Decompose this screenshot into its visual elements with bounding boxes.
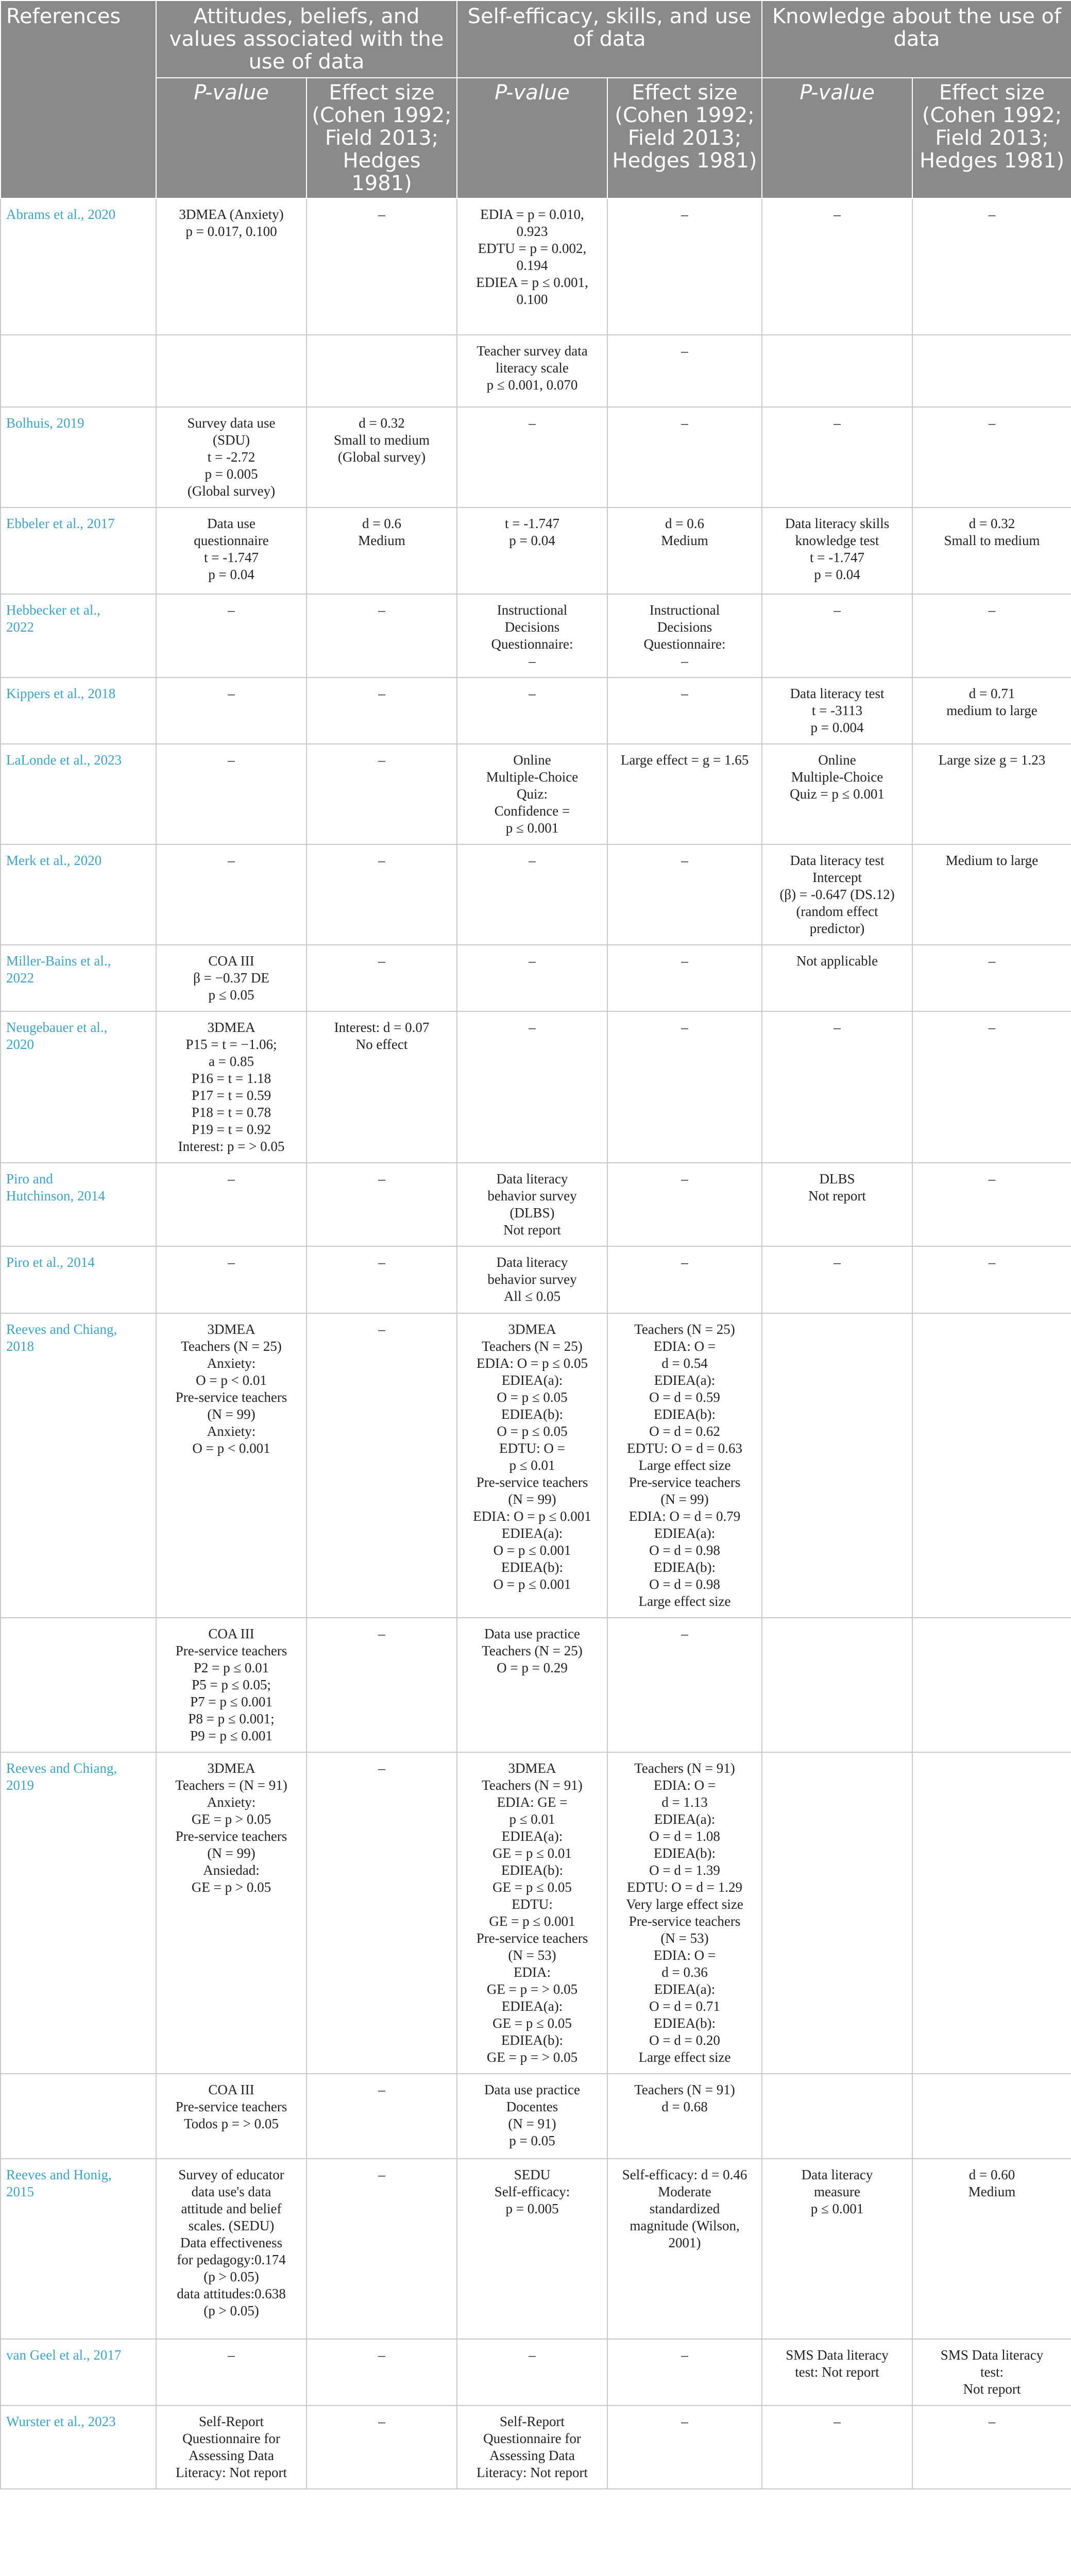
table-row bbox=[1, 2405, 1071, 2489]
knowledge-effect-size-cell bbox=[912, 744, 1071, 844]
cell-text: – bbox=[378, 752, 385, 768]
cell-text: – bbox=[378, 1626, 385, 1641]
cell-text: – bbox=[988, 1255, 996, 1270]
cell-text: – bbox=[834, 415, 841, 431]
cell-text: – bbox=[834, 207, 841, 222]
attitudes-effect-size-cell bbox=[307, 744, 457, 844]
attitudes-effect-size-cell bbox=[307, 335, 457, 407]
cell-text: Teachers (N = 91) d = 0.68 bbox=[634, 2082, 735, 2114]
knowledge-p-value-cell bbox=[762, 2405, 912, 2489]
cell-text: – bbox=[988, 207, 996, 222]
self-efficacy-effect-size-cell bbox=[607, 1011, 762, 1163]
table-row bbox=[1, 1011, 1071, 1163]
reference-cell[interactable] bbox=[1, 1246, 156, 1313]
knowledge-p-value-cell bbox=[762, 1163, 912, 1246]
cell-text: – bbox=[681, 953, 688, 969]
reference-cell[interactable] bbox=[1, 945, 156, 1011]
attitudes-p-value-cell bbox=[156, 1246, 307, 1313]
cell-text: – bbox=[681, 1626, 688, 1641]
cell-text: Data use practice Teachers (N = 25) O = p = 0.29 bbox=[482, 1626, 583, 1675]
knowledge-p-value-cell bbox=[762, 1618, 912, 1752]
attitudes-effect-size-cell bbox=[307, 1618, 457, 1752]
self-efficacy-effect-size-cell bbox=[607, 1618, 762, 1752]
table-row bbox=[1, 844, 1071, 945]
table-body bbox=[1, 198, 1071, 2489]
attitudes-effect-size-cell bbox=[307, 945, 457, 1011]
self-efficacy-p-value-cell bbox=[457, 335, 607, 407]
cell-text: – bbox=[378, 953, 385, 969]
table-row bbox=[1, 1752, 1071, 2074]
cell-text: d = 0.60 Medium bbox=[968, 2167, 1016, 2199]
reference-link[interactable]: Bolhuis, 2019 bbox=[6, 415, 84, 431]
self-efficacy-effect-size-cell bbox=[607, 1752, 762, 2074]
knowledge-p-value-cell bbox=[762, 594, 912, 677]
cell-text: Not applicable bbox=[796, 953, 878, 969]
header-row-groups bbox=[1, 1, 1071, 78]
self-efficacy-p-value-cell bbox=[457, 945, 607, 1011]
reference-link[interactable]: Merk et al., 2020 bbox=[6, 853, 102, 868]
cell-text: – bbox=[228, 602, 235, 618]
header-attitudes-group: Attitudes, beliefs, and values associated with the use of data bbox=[156, 1, 457, 78]
reference-cell[interactable] bbox=[1, 407, 156, 507]
cell-text: – bbox=[681, 343, 688, 359]
reference-cell bbox=[1, 1618, 156, 1752]
reference-cell[interactable] bbox=[1, 1163, 156, 1246]
cell-text: – bbox=[988, 415, 996, 431]
self-efficacy-effect-size-cell bbox=[607, 507, 762, 594]
knowledge-effect-size-cell bbox=[912, 1011, 1071, 1163]
cell-text: – bbox=[228, 686, 235, 701]
attitudes-effect-size-cell bbox=[307, 407, 457, 507]
cell-text: – bbox=[681, 686, 688, 701]
table-row bbox=[1, 945, 1071, 1011]
cell-text: – bbox=[834, 1255, 841, 1270]
cell-text: – bbox=[378, 1760, 385, 1776]
self-efficacy-p-value-cell bbox=[457, 198, 607, 335]
knowledge-p-value-cell bbox=[762, 2339, 912, 2405]
cell-text: – bbox=[378, 1321, 385, 1337]
self-efficacy-effect-size-cell bbox=[607, 744, 762, 844]
attitudes-p-value-cell bbox=[156, 1313, 307, 1618]
cell-text: Self-Report Questionnaire for Assessing Data Literacy: Not report bbox=[477, 2414, 588, 2480]
cell-text: Large effect = g = 1.65 bbox=[620, 752, 749, 768]
attitudes-effect-size-cell bbox=[307, 1246, 457, 1313]
attitudes-p-value-cell bbox=[156, 945, 307, 1011]
reference-link[interactable]: Miller-Bains et al., 2022 bbox=[6, 953, 111, 986]
cell-text: – bbox=[378, 853, 385, 868]
self-efficacy-effect-size-cell bbox=[607, 677, 762, 744]
attitudes-p-value-cell bbox=[156, 407, 307, 507]
attitudes-p-value-cell bbox=[156, 744, 307, 844]
cell-text: Data literacy test Intercept (β) = -0.647 (DS.12) (random effect predictor) bbox=[779, 853, 895, 936]
cell-text: Data literacy behavior survey (DLBS) Not report bbox=[487, 1171, 577, 1238]
attitudes-p-value-cell bbox=[156, 1011, 307, 1163]
cell-text: 3DMEA Teachers (N = 25) Anxiety: O = p < 0.01 Pre-service teachers (N = 99) Anxiety: O = p < 0.001 bbox=[175, 1321, 287, 1456]
cell-text: SMS Data literacy test: Not report bbox=[940, 2347, 1044, 2397]
reference-link[interactable]: Reeves and Chiang, 2018 bbox=[6, 1321, 117, 1354]
cell-text: – bbox=[378, 2082, 385, 2097]
knowledge-p-value-cell bbox=[762, 335, 912, 407]
table-row bbox=[1, 2074, 1071, 2159]
knowledge-effect-size-cell bbox=[912, 677, 1071, 744]
cell-text: – bbox=[681, 207, 688, 222]
reference-link[interactable]: Piro and Hutchinson, 2014 bbox=[6, 1171, 105, 1204]
cell-text: – bbox=[681, 1171, 688, 1187]
cell-text: – bbox=[988, 2414, 996, 2429]
reference-link[interactable]: Abrams et al., 2020 bbox=[6, 207, 116, 222]
knowledge-p-value-cell bbox=[762, 2159, 912, 2339]
self-efficacy-effect-size-cell bbox=[607, 335, 762, 407]
knowledge-effect-size-cell bbox=[912, 1313, 1071, 1618]
attitudes-effect-size-cell bbox=[307, 1163, 457, 1246]
knowledge-effect-size-cell bbox=[912, 844, 1071, 945]
table-row bbox=[1, 1246, 1071, 1313]
cell-text: 3DMEA (Anxiety) p = 0.017, 0.100 bbox=[179, 207, 284, 239]
cell-text: Instructional Decisions Questionnaire: – bbox=[643, 602, 726, 669]
table-row bbox=[1, 335, 1071, 407]
cell-text: COA III Pre-service teachers Todos p = > 0.05 bbox=[175, 2082, 287, 2131]
knowledge-effect-size-cell bbox=[912, 594, 1071, 677]
cell-text: – bbox=[681, 2414, 688, 2429]
self-efficacy-p-value-cell bbox=[457, 1313, 607, 1618]
cell-text: – bbox=[378, 602, 385, 618]
reference-cell[interactable] bbox=[1, 2159, 156, 2339]
table-row bbox=[1, 677, 1071, 744]
cell-text: – bbox=[681, 853, 688, 868]
attitudes-p-value-cell bbox=[156, 594, 307, 677]
attitudes-effect-size-cell bbox=[307, 2159, 457, 2339]
self-efficacy-effect-size-cell bbox=[607, 198, 762, 335]
cell-text: – bbox=[988, 1171, 996, 1187]
cell-text: – bbox=[681, 1020, 688, 1035]
reference-link[interactable]: Kippers et al., 2018 bbox=[6, 686, 116, 701]
attitudes-effect-size-cell bbox=[307, 2405, 457, 2489]
self-efficacy-p-value-cell bbox=[457, 744, 607, 844]
cell-text: d = 0.71 medium to large bbox=[946, 686, 1038, 718]
self-efficacy-effect-size-cell bbox=[607, 407, 762, 507]
self-efficacy-effect-size-cell bbox=[607, 2074, 762, 2159]
knowledge-effect-size-cell bbox=[912, 2339, 1071, 2405]
cell-text: Data literacy skills knowledge test t = -1.747 p = 0.04 bbox=[785, 516, 890, 582]
header-self-efficacy-group: Self-efficacy, skills, and use of data bbox=[457, 1, 762, 78]
cell-text: – bbox=[988, 602, 996, 618]
table-row bbox=[1, 594, 1071, 677]
cell-text: Survey of educator data use's data attitude and belief scales. (SEDU) Data effectiveness for pedagogy:0.174 (p > 0.05) data attitudes:0.638 (p > 0.05) bbox=[177, 2167, 286, 2318]
self-efficacy-p-value-cell bbox=[457, 1752, 607, 2074]
knowledge-effect-size-cell bbox=[912, 1618, 1071, 1752]
cell-text: 3DMEA Teachers (N = 25) EDIA: O = p ≤ 0.05 EDIEA(a): O = p ≤ 0.05 EDIEA(b): O = p ≤ 0.05 EDTU: O = p ≤ 0.01 Pre-service teachers (N = 99) EDIA: O = p ≤ 0.001 EDIEA(a): O = p ≤ 0.001 EDIEA(b): O = p ≤ 0.001 bbox=[473, 1321, 591, 1592]
attitudes-p-value-cell bbox=[156, 2339, 307, 2405]
knowledge-effect-size-cell bbox=[912, 198, 1071, 335]
cell-text: – bbox=[378, 2167, 385, 2182]
cell-text: Instructional Decisions Questionnaire: – bbox=[491, 602, 573, 669]
self-efficacy-p-value-cell bbox=[457, 2339, 607, 2405]
cell-text: Data literacy behavior survey All ≤ 0.05 bbox=[487, 1255, 577, 1304]
cell-text: 3DMEA Teachers (N = 91) EDIA: GE = p ≤ 0.01 EDIEA(a): GE = p ≤ 0.01 EDIEA(b): GE = p ≤ 0.05 EDTU: GE = p ≤ 0.001 Pre-service teachers (N = 53) EDIA: GE = p = > 0.05 EDIEA(a): GE = p ≤ 0.05 EDIEA(b): GE = p = > 0.05 bbox=[476, 1760, 588, 2065]
attitudes-p-value-cell bbox=[156, 2405, 307, 2489]
reference-cell[interactable] bbox=[1, 2339, 156, 2405]
header-p-value: P-value bbox=[156, 78, 307, 198]
cell-text: COA III β = −0.37 DE p ≤ 0.05 bbox=[193, 953, 269, 1003]
header-knowledge-group: Knowledge about the use of data bbox=[762, 1, 1071, 78]
self-efficacy-effect-size-cell bbox=[607, 1313, 762, 1618]
cell-text: – bbox=[529, 1020, 536, 1035]
cell-text: Teachers (N = 91) EDIA: O = d = 1.13 EDIEA(a): O = d = 1.08 EDIEA(b): O = d = 1.39 EDTU: O = d = 1.29 Very large effect size Pre-service teachers (N = 53) EDIA: O = d = 0.36 EDIEA(a): O = d = 0.71 EDIEA(b): O = d = 0.20 Large effect size bbox=[626, 1760, 743, 2065]
knowledge-p-value-cell bbox=[762, 507, 912, 594]
attitudes-effect-size-cell bbox=[307, 198, 457, 335]
attitudes-p-value-cell bbox=[156, 677, 307, 744]
attitudes-p-value-cell bbox=[156, 507, 307, 594]
cell-text: Interest: d = 0.07 No effect bbox=[334, 1020, 430, 1052]
self-efficacy-p-value-cell bbox=[457, 1011, 607, 1163]
table-row bbox=[1, 2339, 1071, 2405]
attitudes-p-value-cell bbox=[156, 335, 307, 407]
knowledge-effect-size-cell bbox=[912, 2074, 1071, 2159]
reference-link[interactable]: Wurster et al., 2023 bbox=[6, 2414, 116, 2429]
table-row bbox=[1, 1163, 1071, 1246]
cell-text: Survey data use (SDU) t = -2.72 p = 0.005 (Global survey) bbox=[187, 415, 276, 499]
cell-text: Large size g = 1.23 bbox=[938, 752, 1046, 768]
cell-text: EDIA = p = 0.010, 0.923 EDTU = p = 0.002, 0.194 EDIEA = p ≤ 0.001, 0.100 bbox=[476, 207, 588, 307]
cell-text: 3DMEA Teachers = (N = 91) Anxiety: GE = p > 0.05 Pre-service teachers (N = 99) Ansiedad: GE = p > 0.05 bbox=[175, 1760, 287, 1895]
cell-text: – bbox=[529, 853, 536, 868]
self-efficacy-effect-size-cell bbox=[607, 2405, 762, 2489]
attitudes-effect-size-cell bbox=[307, 2339, 457, 2405]
self-efficacy-p-value-cell bbox=[457, 1246, 607, 1313]
reference-link[interactable]: LaLonde et al., 2023 bbox=[6, 752, 122, 768]
cell-text: SMS Data literacy test: Not report bbox=[786, 2347, 889, 2380]
cell-text: – bbox=[228, 752, 235, 768]
knowledge-effect-size-cell bbox=[912, 1246, 1071, 1313]
self-efficacy-effect-size-cell bbox=[607, 2159, 762, 2339]
reference-link[interactable]: Neugebauer et al., 2020 bbox=[6, 1020, 108, 1052]
self-efficacy-effect-size-cell bbox=[607, 594, 762, 677]
attitudes-effect-size-cell bbox=[307, 1752, 457, 2074]
cell-text: – bbox=[681, 1255, 688, 1270]
table-row bbox=[1, 1618, 1071, 1752]
header-p-value: P-value bbox=[762, 78, 912, 198]
reference-link[interactable]: Piro et al., 2014 bbox=[6, 1255, 95, 1270]
cell-text: Self-efficacy: d = 0.46 Moderate standardized magnitude (Wilson, 2001) bbox=[622, 2167, 747, 2250]
attitudes-p-value-cell bbox=[156, 2074, 307, 2159]
knowledge-p-value-cell bbox=[762, 1246, 912, 1313]
self-efficacy-p-value-cell bbox=[457, 2159, 607, 2339]
knowledge-p-value-cell bbox=[762, 407, 912, 507]
cell-text: – bbox=[378, 2347, 385, 2363]
self-efficacy-p-value-cell bbox=[457, 2405, 607, 2489]
cell-text: SEDU Self-efficacy: p = 0.005 bbox=[494, 2167, 570, 2216]
cell-text: – bbox=[988, 1020, 996, 1035]
cell-text: – bbox=[681, 415, 688, 431]
cell-text: – bbox=[378, 1171, 385, 1187]
reference-cell[interactable] bbox=[1, 1313, 156, 1618]
table-row bbox=[1, 2159, 1071, 2339]
self-efficacy-p-value-cell bbox=[457, 677, 607, 744]
cell-text: – bbox=[378, 2414, 385, 2429]
knowledge-effect-size-cell bbox=[912, 507, 1071, 594]
cell-text: Self-Report Questionnaire for Assessing Data Literacy: Not report bbox=[176, 2414, 287, 2480]
table-header bbox=[1, 1, 1071, 198]
knowledge-effect-size-cell bbox=[912, 2405, 1071, 2489]
cell-text: DLBS Not report bbox=[808, 1171, 866, 1204]
reference-cell[interactable] bbox=[1, 594, 156, 677]
reference-link[interactable]: van Geel et al., 2017 bbox=[6, 2347, 122, 2363]
knowledge-p-value-cell bbox=[762, 1313, 912, 1618]
cell-text: – bbox=[529, 415, 536, 431]
reference-cell[interactable] bbox=[1, 844, 156, 945]
self-efficacy-p-value-cell bbox=[457, 407, 607, 507]
header-p-value: P-value bbox=[457, 78, 607, 198]
table-row bbox=[1, 407, 1071, 507]
attitudes-effect-size-cell bbox=[307, 507, 457, 594]
header-effect-size: Effect size (Cohen 1992; Field 2013; Hedges 1981) bbox=[307, 78, 457, 198]
cell-text: Medium to large bbox=[945, 853, 1039, 868]
cell-text: d = 0.32 Small to medium (Global survey) bbox=[334, 415, 430, 465]
reference-cell[interactable] bbox=[1, 677, 156, 744]
table-row bbox=[1, 744, 1071, 844]
self-efficacy-p-value-cell bbox=[457, 1163, 607, 1246]
cell-text: t = -1.747 p = 0.04 bbox=[505, 516, 559, 548]
attitudes-p-value-cell bbox=[156, 1752, 307, 2074]
knowledge-effect-size-cell bbox=[912, 335, 1071, 407]
cell-text: – bbox=[529, 2347, 536, 2363]
knowledge-effect-size-cell bbox=[912, 1752, 1071, 2074]
cell-text: – bbox=[834, 602, 841, 618]
cell-text: Data literacy test t = -3113 p = 0.004 bbox=[790, 686, 885, 735]
reference-cell[interactable] bbox=[1, 744, 156, 844]
reference-link[interactable]: Hebbecker et al., 2022 bbox=[6, 602, 100, 635]
cell-text: – bbox=[378, 207, 385, 222]
cell-text: – bbox=[529, 686, 536, 701]
header-references: References bbox=[1, 1, 156, 198]
knowledge-effect-size-cell bbox=[912, 2159, 1071, 2339]
header-effect-size: Effect size (Cohen 1992; Field 2013; Hedges 1981) bbox=[607, 78, 762, 198]
header-effect-size: Effect size (Cohen 1992; Field 2013; Hedges 1981) bbox=[912, 78, 1071, 198]
cell-text: – bbox=[681, 2347, 688, 2363]
reference-cell bbox=[1, 2074, 156, 2159]
attitudes-effect-size-cell bbox=[307, 594, 457, 677]
attitudes-effect-size-cell bbox=[307, 1011, 457, 1163]
attitudes-p-value-cell bbox=[156, 1163, 307, 1246]
knowledge-p-value-cell bbox=[762, 744, 912, 844]
self-efficacy-p-value-cell bbox=[457, 507, 607, 594]
header-row-subcolumns bbox=[1, 78, 1071, 198]
knowledge-p-value-cell bbox=[762, 2074, 912, 2159]
reference-link[interactable]: Reeves and Honig, 2015 bbox=[6, 2167, 112, 2199]
self-efficacy-effect-size-cell bbox=[607, 844, 762, 945]
self-efficacy-p-value-cell bbox=[457, 1618, 607, 1752]
cell-text: Online Multiple-Choice Quiz = p ≤ 0.001 bbox=[790, 752, 885, 802]
reference-cell[interactable] bbox=[1, 198, 156, 335]
cell-text: – bbox=[834, 2414, 841, 2429]
cell-text: d = 0.6 Medium bbox=[358, 516, 405, 548]
cell-text: Data use practice Docentes (N = 91) p = 0.05 bbox=[484, 2082, 580, 2148]
self-efficacy-effect-size-cell bbox=[607, 1246, 762, 1313]
self-efficacy-effect-size-cell bbox=[607, 2339, 762, 2405]
self-efficacy-effect-size-cell bbox=[607, 1163, 762, 1246]
knowledge-effect-size-cell bbox=[912, 1163, 1071, 1246]
cell-text: – bbox=[834, 1020, 841, 1035]
self-efficacy-p-value-cell bbox=[457, 594, 607, 677]
attitudes-p-value-cell bbox=[156, 1618, 307, 1752]
cell-text: d = 0.6 Medium bbox=[661, 516, 708, 548]
reference-cell[interactable] bbox=[1, 2405, 156, 2489]
knowledge-p-value-cell bbox=[762, 1752, 912, 2074]
attitudes-effect-size-cell bbox=[307, 844, 457, 945]
table-row bbox=[1, 1313, 1071, 1618]
attitudes-p-value-cell bbox=[156, 2159, 307, 2339]
attitudes-effect-size-cell bbox=[307, 1313, 457, 1618]
reference-cell[interactable] bbox=[1, 1752, 156, 2074]
cell-text: Teacher survey data literacy scale p ≤ 0.001, 0.070 bbox=[477, 343, 588, 393]
cell-text: – bbox=[988, 953, 996, 969]
knowledge-p-value-cell bbox=[762, 198, 912, 335]
knowledge-p-value-cell bbox=[762, 844, 912, 945]
attitudes-p-value-cell bbox=[156, 844, 307, 945]
knowledge-p-value-cell bbox=[762, 1011, 912, 1163]
cell-text: COA III Pre-service teachers P2 = p ≤ 0.01 P5 = p ≤ 0.05; P7 = p ≤ 0.001 P8 = p ≤ 0.001; P9 = p ≤ 0.001 bbox=[175, 1626, 287, 1743]
table-row bbox=[1, 507, 1071, 594]
table-row bbox=[1, 198, 1071, 335]
cell-text: – bbox=[378, 1255, 385, 1270]
attitudes-effect-size-cell bbox=[307, 2074, 457, 2159]
knowledge-effect-size-cell bbox=[912, 407, 1071, 507]
cell-text: Data use questionnaire t = -1.747 p = 0.04 bbox=[194, 516, 269, 582]
cell-text: – bbox=[228, 1255, 235, 1270]
cell-text: – bbox=[228, 1171, 235, 1187]
cell-text: – bbox=[378, 686, 385, 701]
reference-cell bbox=[1, 335, 156, 407]
cell-text: – bbox=[529, 953, 536, 969]
cell-text: d = 0.32 Small to medium bbox=[944, 516, 1040, 548]
cell-text: – bbox=[228, 2347, 235, 2363]
cell-text: 3DMEA P15 = t = −1.06; a = 0.85 P16 = t = 1.18 P17 = t = 0.59 P18 = t = 0.78 P19 = t = 0.92 Interest: p = > 0.05 bbox=[178, 1020, 285, 1154]
attitudes-p-value-cell bbox=[156, 198, 307, 335]
self-efficacy-p-value-cell bbox=[457, 844, 607, 945]
reference-link[interactable]: Reeves and Chiang, 2019 bbox=[6, 1760, 117, 1793]
reference-cell[interactable] bbox=[1, 1011, 156, 1163]
cell-text: – bbox=[228, 853, 235, 868]
self-efficacy-effect-size-cell bbox=[607, 945, 762, 1011]
knowledge-effect-size-cell bbox=[912, 945, 1071, 1011]
cell-text: Data literacy measure p ≤ 0.001 bbox=[801, 2167, 873, 2216]
reference-cell[interactable] bbox=[1, 507, 156, 594]
reference-link[interactable]: Ebbeler et al., 2017 bbox=[6, 516, 115, 531]
knowledge-p-value-cell bbox=[762, 945, 912, 1011]
attitudes-effect-size-cell bbox=[307, 677, 457, 744]
cell-text: Online Multiple-Choice Quiz: Confidence = p ≤ 0.001 bbox=[486, 752, 579, 836]
knowledge-p-value-cell bbox=[762, 677, 912, 744]
cell-text: Teachers (N = 25) EDIA: O = d = 0.54 EDIEA(a): O = d = 0.59 EDIEA(b): O = d = 0.62 EDTU: O = d = 0.63 Large effect size Pre-service teachers (N = 99) EDIA: O = d = 0.79 EDIEA(a): O = d = 0.98 EDIEA(b): O = d = 0.98 Large effect size bbox=[627, 1321, 742, 1609]
self-efficacy-p-value-cell bbox=[457, 2074, 607, 2159]
